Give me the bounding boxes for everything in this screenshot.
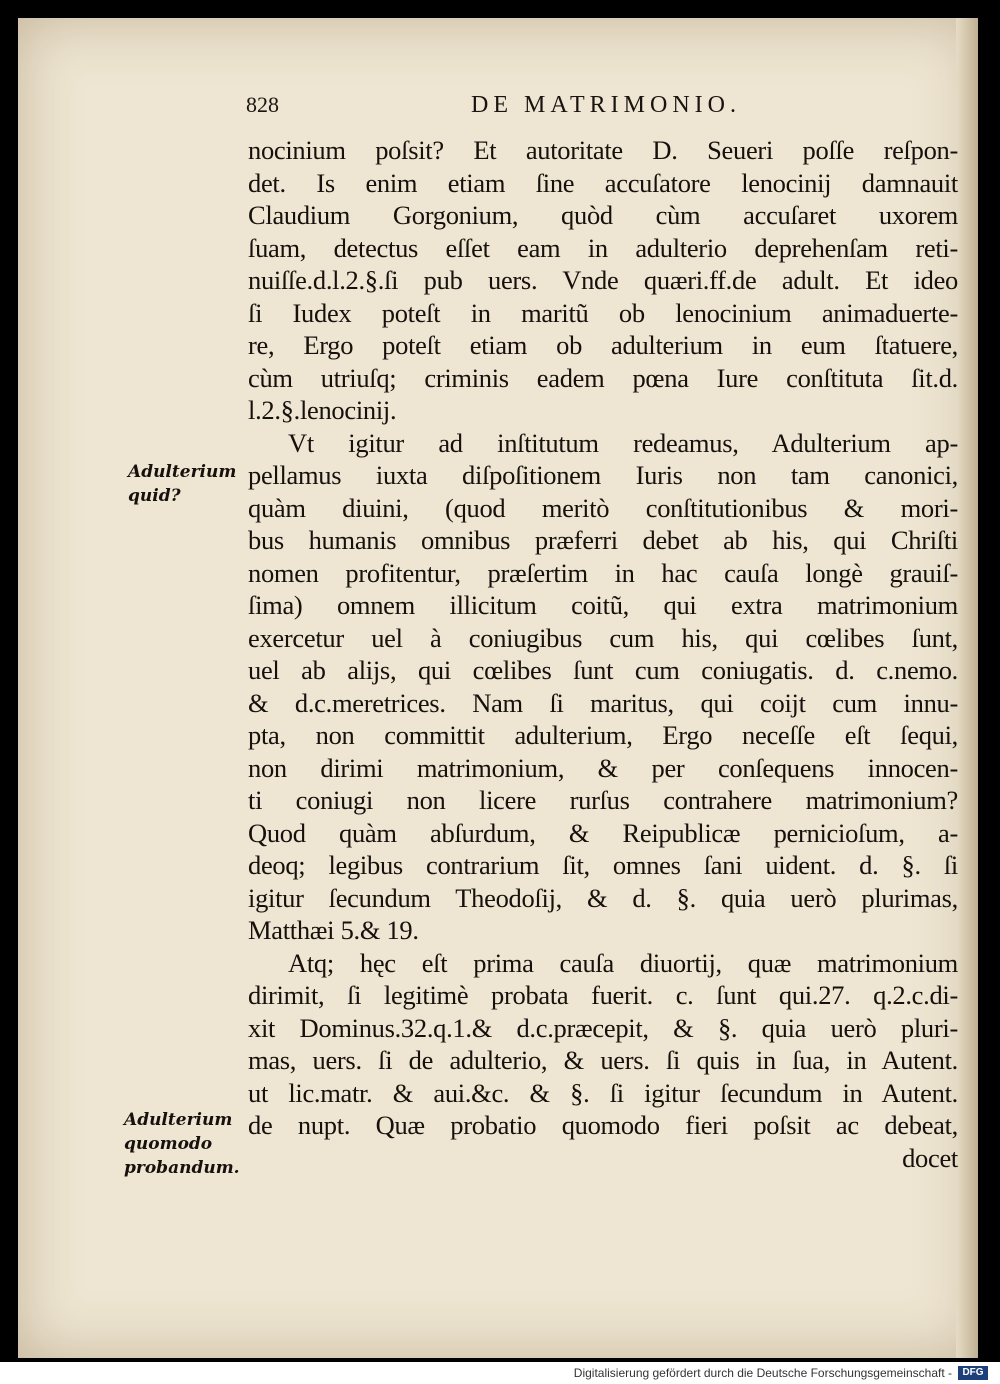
text-line: & d.c.meretrices. Nam ſi maritus, qui coijt cum innu- xyxy=(248,687,958,718)
text-line: ſuam, detectus eſſet eam in adulterio deprehenſam reti- xyxy=(248,232,958,263)
text-line: pellamus iuxta diſpoſitionem Iuris non tam canonici, xyxy=(248,460,958,490)
paragraph-start-line: Vt igitur ad inſtitutum redeamus, Adulterium ap- xyxy=(288,427,958,458)
text-line: nocinium poſsit? Et autoritate D. Seueri poſſe reſpon- xyxy=(248,135,958,165)
text-line: dirimit, ſi legitimè probata fuerit. c. ſunt qui.27. q.2.c.di- xyxy=(248,980,958,1010)
running-title: DE MATRIMONIO. xyxy=(471,92,741,118)
margin-note-line: quid? xyxy=(128,486,181,506)
text-line: deoq; legibus contrarium ſit, omnes ſani uident. d. §. ſi xyxy=(248,850,958,880)
book-page xyxy=(18,18,978,1358)
page-number: 828 xyxy=(246,92,279,117)
text-line: nuiſſe.d.l.2.§.ſi pub uers. Vnde quæri.ff.de adult. Et ideo xyxy=(248,265,958,295)
page-header xyxy=(246,90,786,130)
text-line: pta, non committit adulterium, Ergo neceſſe eſt ſequi, xyxy=(248,720,958,750)
text-line: Matthæi 5.& 19. xyxy=(248,915,419,945)
margin-note-line: Adulterium xyxy=(124,1110,233,1130)
catchword: docet xyxy=(902,1142,958,1173)
margin-note-adulterium-quomodo-probandum xyxy=(124,1108,240,1180)
margin-note-line: probandum. xyxy=(124,1158,240,1178)
text-line: l.2.§.lenocinij. xyxy=(248,395,397,425)
text-line: igitur ſecundum Theodoſij, & d. §. quia uerò plurimas, xyxy=(248,882,958,913)
text-line: mas, uers. ſi de adulterio, & uers. ſi quis in ſua, in Autent. xyxy=(248,1045,958,1075)
text-line: quàm diuini, (quod meritò conſtitutionibus & mori- xyxy=(248,492,958,523)
text-line: ſi Iudex poteſt in maritũ ob lenocinium animaduerte- xyxy=(248,297,958,328)
text-line: Quod quàm abſurdum, & Reipublicæ pernicioſum, a- xyxy=(248,817,958,848)
text-line: ſima) omnem illicitum coitũ, qui extra matrimonium xyxy=(248,590,958,620)
text-line: Claudium Gorgonium, quòd cùm accuſaret uxorem xyxy=(248,200,958,230)
text-line: nomen profitentur, præſertim in hac cauſa longè grauiſ- xyxy=(248,557,958,588)
text-line: xit Dominus.32.q.1.& d.c.præcepit, & §. quia uerò pluri- xyxy=(248,1012,958,1043)
margin-note-adulterium-quid xyxy=(128,460,236,508)
text-line: uel ab alijs, qui cœlibes ſunt cum coniugatis. d. c.nemo. xyxy=(248,655,958,685)
text-line: ut lic.matr. & aui.&c. & §. ſi igitur ſecundum in Autent. xyxy=(248,1077,958,1108)
text-line: ti coniugi non licere rurſus contrahere matrimonium? xyxy=(248,785,958,815)
page-edge-shadow xyxy=(956,18,978,1358)
text-line: exercetur uel à coniugibus cum his, qui cœlibes ſunt, xyxy=(248,622,958,653)
text-line: cùm utriuſq; criminis eadem pœna Iure conſtituta ſit.d. xyxy=(248,362,958,393)
paragraph-start-line: Atq; hęc eſt prima cauſa diuortij, quæ matrimonium xyxy=(288,947,958,978)
text-line: det. Is enim etiam ſine accuſatore lenocinij damnauit xyxy=(248,167,958,198)
text-line: re, Ergo poteſt etiam ob adulterium in eum ſtatuere, xyxy=(248,330,958,360)
margin-note-line: quomodo xyxy=(124,1134,213,1154)
text-line: non dirimi matrimonium, & per conſequens innocen- xyxy=(248,752,958,783)
dfg-logo-icon: DFG xyxy=(958,1366,988,1380)
main-text-block xyxy=(248,134,958,1174)
digitization-footer xyxy=(0,1362,1000,1384)
text-line: de nupt. Quæ probatio quomodo fieri poſsit ac debeat, xyxy=(248,1110,958,1140)
funding-notice: Digitalisierung gefördert durch die Deutsche Forschungsgemeinschaft - xyxy=(573,1366,952,1380)
margin-note-line: Adulterium xyxy=(128,462,237,482)
text-line: bus humanis omnibus præferri debet ab his, qui Chriſti xyxy=(248,525,958,555)
